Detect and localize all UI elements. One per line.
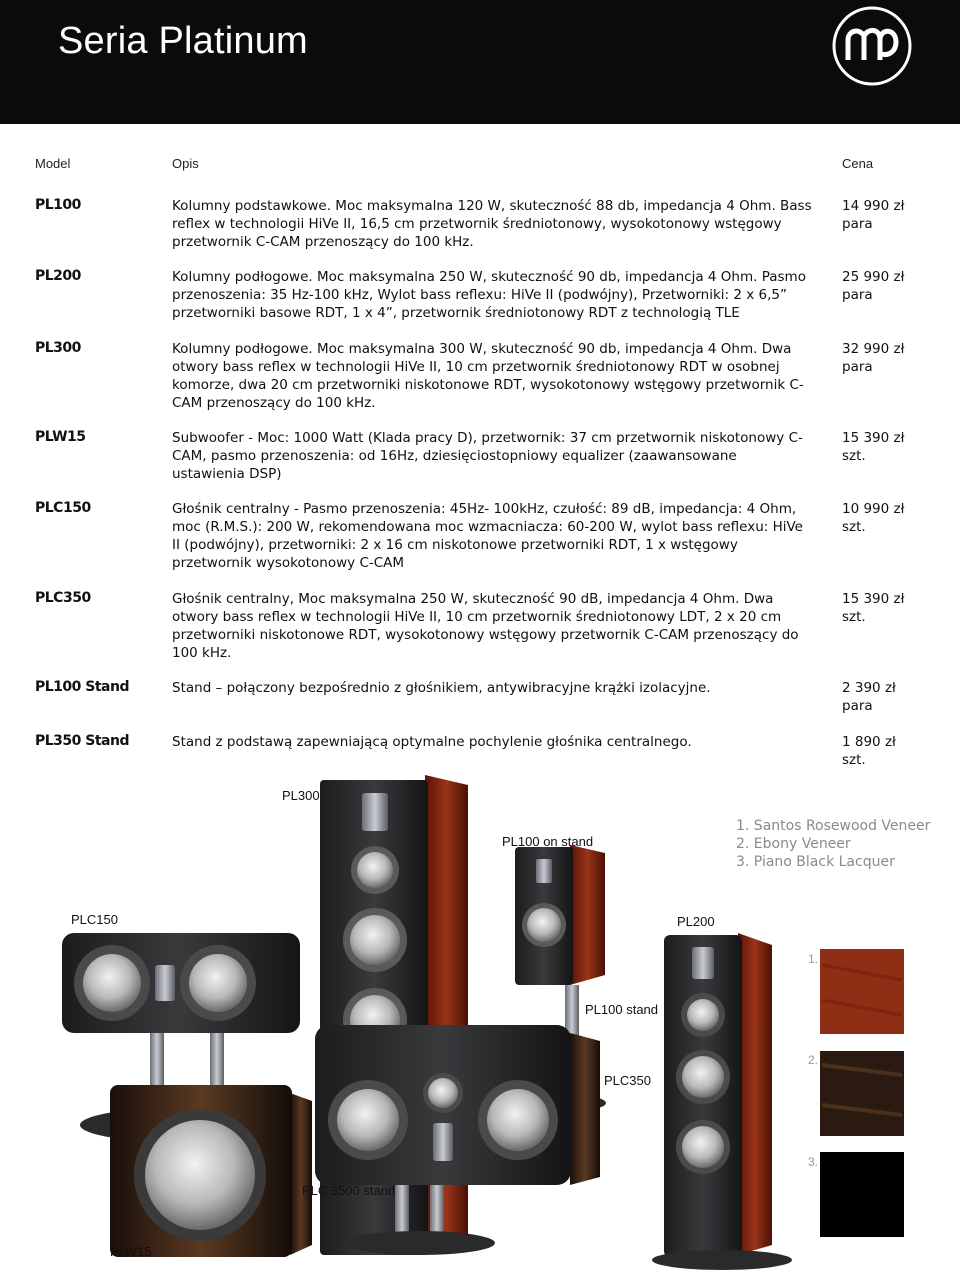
price-value: 2 390 zł — [842, 680, 896, 696]
finish-list — [736, 817, 930, 871]
product-description: Głośnik centralny, Moc maksymalna 250 W, skuteczność 90 dB, impedancja 4 Ohm. Dwa otwory bass reflex w technologii HiVe II, 10 cm przetwornik średniotonowy LDT, 2 x 20 cm przetworniki niskotonowe RDT, wysokotonowy wstęgowy przetwornik C-CAM przenoszący do 100 kHz. — [172, 591, 799, 661]
product-price — [842, 268, 952, 304]
product-price — [842, 340, 952, 376]
price-unit: szt. — [842, 752, 866, 768]
price-unit: para — [842, 216, 873, 232]
column-header-model: Model — [35, 156, 71, 171]
swatch-piano-black — [820, 1152, 904, 1237]
column-header-description: Opis — [172, 156, 199, 171]
product-description: Kolumny podstawkowe. Moc maksymalna 120 W, skuteczność 88 db, impedancja 4 Ohm. Bass reflex w technologii HiVe II, 16,5 cm przetwornik średniotonowy, wysokotonowy wstęgowy przetwornik C-CAM przenoszący do 100 kHz. — [172, 198, 812, 250]
product-price — [842, 429, 952, 465]
price-value: 1 890 zł — [842, 734, 896, 750]
swatch-label: 2. — [808, 1053, 819, 1067]
product-model: PL300 — [35, 340, 81, 356]
price-unit: para — [842, 698, 873, 714]
price-unit: szt. — [842, 609, 866, 625]
price-value: 10 990 zł — [842, 501, 905, 517]
finish-item: 1. Santos Rosewood Veneer — [736, 818, 931, 834]
product-model: PLC150 — [35, 500, 91, 516]
product-model: PL100 Stand — [35, 679, 129, 695]
swatch-label: 1. — [808, 952, 819, 966]
price-unit: para — [842, 359, 873, 375]
price-unit: szt. — [842, 519, 866, 535]
caption-plc150: PLC150 — [71, 912, 118, 927]
price-value: 32 990 zł — [842, 341, 905, 357]
swatch-ebony — [820, 1051, 904, 1136]
product-description: Stand – połączony bezpośrednio z głośnikiem, antywibracyjne krążki izolacyjne. — [172, 680, 711, 696]
swatch-label: 3. — [808, 1155, 819, 1169]
product-model: PL350 Stand — [35, 733, 129, 749]
price-unit: szt. — [842, 448, 866, 464]
product-model: PLW15 — [35, 429, 86, 445]
brand-logo-icon — [830, 4, 914, 88]
finish-item: 3. Piano Black Lacquer — [736, 854, 895, 870]
caption-pl300: PL300 — [282, 788, 320, 803]
caption-plc3500-stand: PLC 3500 stand — [302, 1183, 396, 1198]
price-value: 15 390 zł — [842, 430, 905, 446]
caption-plw15: PLW15 — [110, 1244, 152, 1259]
price-value: 15 390 zł — [842, 591, 905, 607]
product-description: Głośnik centralny - Pasmo przenoszenia: 45Hz- 100kHz, czułość: 89 dB, impedancja: 4 Ohm, moc (R.M.S.): 200 W, rekomendowana moc wzmacniacza: 60-200 W, wylot bass reflexu: HiVe II (podwójny), przetworniki: 2 x 16 cm niskotonowe przetworniki RDT, 1 x wstęgowy przetwornik wysokotonowy C-CAM — [172, 501, 803, 571]
product-price — [842, 590, 952, 626]
price-unit: para — [842, 287, 873, 303]
product-price — [842, 679, 952, 715]
page-title: Seria Platinum — [58, 20, 308, 62]
product-model: PLC350 — [35, 590, 91, 606]
price-value: 25 990 zł — [842, 269, 905, 285]
product-model: PL100 — [35, 197, 81, 213]
product-description: Subwoofer - Moc: 1000 Watt (Klada pracy D), przetwornik: 37 cm przetwornik niskotonowy C-CAM, pasmo przenoszenia: od 16Hz, dziesięciostopniowy equalizer (zaawansowane ustawienia DSP) — [172, 430, 803, 482]
product-description: Kolumny podłogowe. Moc maksymalna 300 W, skuteczność 90 db, impedancja 4 Ohm. Dwa otwory bass reflex w technologii HiVe II, 10 cm przetwornik średniotonowy RDT w osobnej komorze, dwa 20 cm przetworniki niskotonowe RDT, wysokotonowy wstęgowy przetwornik C-CAM przenoszący do 100 kHz. — [172, 341, 804, 411]
product-model: PL200 — [35, 268, 81, 284]
plw15-subwoofer-image — [110, 1085, 312, 1257]
caption-pl200: PL200 — [677, 914, 715, 929]
swatch-rosewood — [820, 949, 904, 1034]
product-price — [842, 500, 952, 536]
caption-plc350: PLC350 — [604, 1073, 651, 1088]
product-price — [842, 733, 952, 769]
finish-item: 2. Ebony Veneer — [736, 836, 851, 852]
caption-pl100-on-stand: PL100 on stand — [502, 834, 594, 849]
column-header-price: Cena — [842, 156, 874, 171]
product-description: Stand z podstawą zapewniającą optymalne pochylenie głośnika centralnego. — [172, 734, 692, 750]
caption-pl100-stand: PL100 stand — [585, 1002, 659, 1017]
product-description: Kolumny podłogowe. Moc maksymalna 250 W, skuteczność 90 db, impedancja 4 Ohm. Pasmo przenoszenia: 35 Hz-100 kHz, Wylot bass reflexu: HiVe II (podwójny), Przetworniki: 2 x 6,5” przetworniki basowe RDT, 1 x 4”, przetwornik średniotonowy RDT z technologią TLE — [172, 269, 806, 321]
product-price — [842, 197, 952, 233]
page-header — [0, 0, 960, 124]
pl200-speaker-image — [652, 933, 792, 1270]
price-value: 14 990 zł — [842, 198, 905, 214]
